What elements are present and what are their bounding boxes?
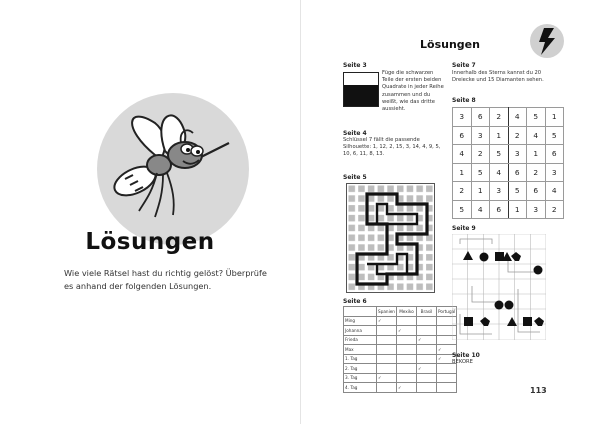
table-row (344, 335, 457, 345)
check-cell (397, 373, 417, 383)
check-cell (377, 364, 397, 374)
sudoku-cell: 1 (527, 145, 546, 164)
check-cell: ✓ (397, 383, 417, 393)
sudoku-cell: 4 (453, 145, 472, 164)
check-cell: ✓ (377, 316, 397, 326)
header-cell (344, 307, 377, 317)
sudoku-cell: 2 (527, 163, 546, 182)
sudoku-cell: 5 (508, 182, 527, 201)
check-cell (397, 364, 417, 374)
sudoku-row (453, 108, 564, 127)
sudoku-cell: 2 (490, 108, 509, 127)
sudoku-cell: 4 (527, 126, 546, 145)
check-cell (397, 354, 417, 364)
sudoku-cell: 5 (453, 200, 472, 219)
check-cell (397, 345, 417, 355)
sudoku-cell: 5 (471, 163, 490, 182)
check-cell (417, 316, 437, 326)
row-label: Johanna (344, 326, 377, 336)
sudoku-cell: 3 (471, 126, 490, 145)
table-row (344, 383, 457, 393)
check-cell (437, 373, 457, 383)
row-label: Max (344, 345, 377, 355)
check-cell (417, 373, 437, 383)
sudoku-cell: 6 (471, 108, 490, 127)
check-cell (377, 383, 397, 393)
sudoku-cell: 4 (545, 182, 564, 201)
seite9-shape-grid (452, 234, 546, 340)
sudoku-row (453, 145, 564, 164)
right-page-title: Lösungen (420, 38, 480, 51)
seite4-title: Seite 4 (343, 130, 367, 137)
check-cell (377, 335, 397, 345)
check-cell (397, 335, 417, 345)
sudoku-cell: 5 (545, 126, 564, 145)
sudoku-cell: 6 (508, 163, 527, 182)
header-cell: Brasil (417, 307, 437, 317)
check-cell: ✓ (437, 345, 457, 355)
header-cell: Portugal (437, 307, 457, 317)
table-row (344, 316, 457, 326)
seite4-text: Schlüssel 7 fällt die passende Silhouette: 1, 12, 2, 15, 3, 14, 4, 9, 5, 10, 6, 11, 8, 13. (343, 137, 441, 158)
sudoku-cell: 1 (471, 182, 490, 201)
sudoku-cell: 1 (545, 108, 564, 127)
seite6-title: Seite 6 (343, 298, 367, 305)
check-cell (397, 316, 417, 326)
header-cell: Mexiko (397, 307, 417, 317)
seite7-text: Innerhalb des Sterns kannst du 20 Dreiecke und 15 Diamanten sehen. (452, 70, 544, 84)
sudoku-cell: 6 (527, 182, 546, 201)
check-cell (417, 326, 437, 336)
page-gutter (300, 0, 301, 424)
row-label: Ming (344, 316, 377, 326)
check-cell: ✓ (417, 364, 437, 374)
seite7-title: Seite 7 (452, 62, 476, 69)
check-cell (437, 383, 457, 393)
row-label: 4. Tag (344, 383, 377, 393)
intro-text: Wie viele Rätsel hast du richtig gelöst? Überprüfe es anhand der folgenden Lösungen. (64, 268, 267, 291)
row-label: 3. Tag (344, 373, 377, 383)
table-row (344, 354, 457, 364)
sudoku-cell: 2 (508, 126, 527, 145)
seite8-sudoku (452, 107, 564, 219)
left-page-title: Lösungen (85, 229, 215, 255)
sudoku-row (453, 126, 564, 145)
table-row (344, 345, 457, 355)
seite3-text: Füge die schwarzen Teile der ersten beiden Quadrate in jeder Reihe zusammen und du weißt, wie das dritte aussieht. (382, 70, 444, 113)
sudoku-cell: 6 (545, 145, 564, 164)
check-cell (377, 326, 397, 336)
sudoku-cell: 3 (527, 200, 546, 219)
seite10-title: Seite 10 (452, 352, 480, 359)
mosquito-illustration (97, 93, 249, 245)
sudoku-cell: 4 (471, 200, 490, 219)
sudoku-cell: 1 (453, 163, 472, 182)
sudoku-cell: 6 (453, 126, 472, 145)
table-row (344, 326, 457, 336)
check-cell: ✓ (397, 326, 417, 336)
seite3-title: Seite 3 (343, 62, 367, 69)
table-row (344, 373, 457, 383)
sudoku-cell: 3 (508, 145, 527, 164)
seite6-logic-table (343, 306, 457, 393)
sudoku-row (453, 200, 564, 219)
sudoku-cell: 2 (453, 182, 472, 201)
sudoku-cell: 1 (508, 200, 527, 219)
seite6-header-row (344, 307, 457, 317)
sudoku-cell: 5 (490, 145, 509, 164)
check-cell (417, 345, 437, 355)
seite5-maze (346, 183, 435, 293)
seite10-text: BEKORE (452, 359, 473, 365)
sudoku-row (453, 182, 564, 201)
sudoku-cell: 3 (545, 163, 564, 182)
row-label: Frieda (344, 335, 377, 345)
bolt-badge (530, 24, 564, 58)
check-cell (377, 354, 397, 364)
row-label: 1. Tag (344, 354, 377, 364)
seite8-title: Seite 8 (452, 97, 476, 104)
sudoku-cell: 3 (453, 108, 472, 127)
sudoku-cell: 2 (471, 145, 490, 164)
sudoku-cell: 4 (508, 108, 527, 127)
sudoku-cell: 3 (490, 182, 509, 201)
check-cell (417, 354, 437, 364)
table-row (344, 364, 457, 374)
sudoku-cell: 5 (527, 108, 546, 127)
sudoku-cell: 6 (490, 200, 509, 219)
sudoku-cell: 1 (490, 126, 509, 145)
page-number: 113 (530, 386, 547, 395)
lightning-icon (530, 24, 564, 58)
seite3-answer-square (343, 72, 379, 107)
seite5-title: Seite 5 (343, 174, 367, 181)
check-cell (417, 383, 437, 393)
mascot-circle (97, 93, 249, 245)
row-label: 2. Tag (344, 364, 377, 374)
header-cell: Spanien (377, 307, 397, 317)
sudoku-row (453, 163, 564, 182)
check-cell: ✓ (377, 373, 397, 383)
sudoku-cell: 2 (545, 200, 564, 219)
sudoku-cell: 4 (490, 163, 509, 182)
check-cell: ✓ (437, 354, 457, 364)
seite9-title: Seite 9 (452, 225, 476, 232)
check-cell: ✓ (417, 335, 437, 345)
check-cell (377, 345, 397, 355)
